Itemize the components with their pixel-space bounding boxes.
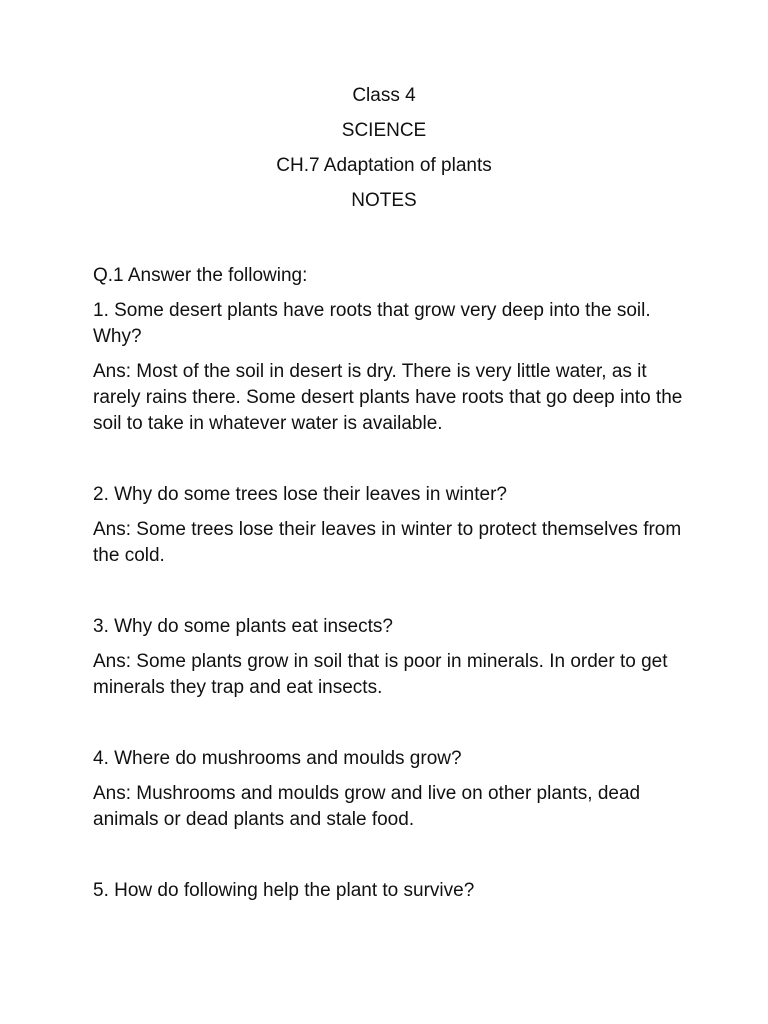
question-text: 5. How do following help the plant to survive? [93, 880, 475, 901]
question-set-heading: Q.1 Answer the following: [93, 265, 308, 286]
notes-title: NOTES [351, 190, 417, 211]
class-label: Class 4 [352, 85, 416, 106]
answer-text: Ans: Some plants grow in soil that is poor in minerals. In order to get minerals they trap and eat insects. [93, 651, 668, 698]
subject-title: SCIENCE [341, 120, 427, 141]
notes-content [93, 263, 683, 949]
question-text: 2. Why do some trees lose their leaves in winter? [93, 484, 507, 505]
question-text: 3. Why do some plants eat insects? [93, 616, 393, 637]
question-text: 1. Some desert plants have roots that grow very deep into the soil. Why? [93, 300, 651, 347]
answer-text: Ans: Some trees lose their leaves in winter to protect themselves from the cold. [93, 519, 682, 566]
question-answer-3 [93, 614, 683, 701]
document-header [0, 84, 768, 224]
question-answer-5 [93, 878, 683, 904]
question-text: 4. Where do mushrooms and moulds grow? [93, 748, 462, 769]
answer-text: Ans: Most of the soil in desert is dry. There is very little water, as it rarely rains there. Some desert plants have roots that go deep into the soil to take in whatever water is available. [93, 361, 683, 434]
question-answer-1 [93, 298, 683, 437]
chapter-title: CH.7 Adaptation of plants [276, 155, 492, 176]
question-answer-4 [93, 746, 683, 833]
answer-text: Ans: Mushrooms and moulds grow and live on other plants, dead animals or dead plants and stale food. [93, 783, 641, 830]
question-answer-2 [93, 482, 683, 569]
